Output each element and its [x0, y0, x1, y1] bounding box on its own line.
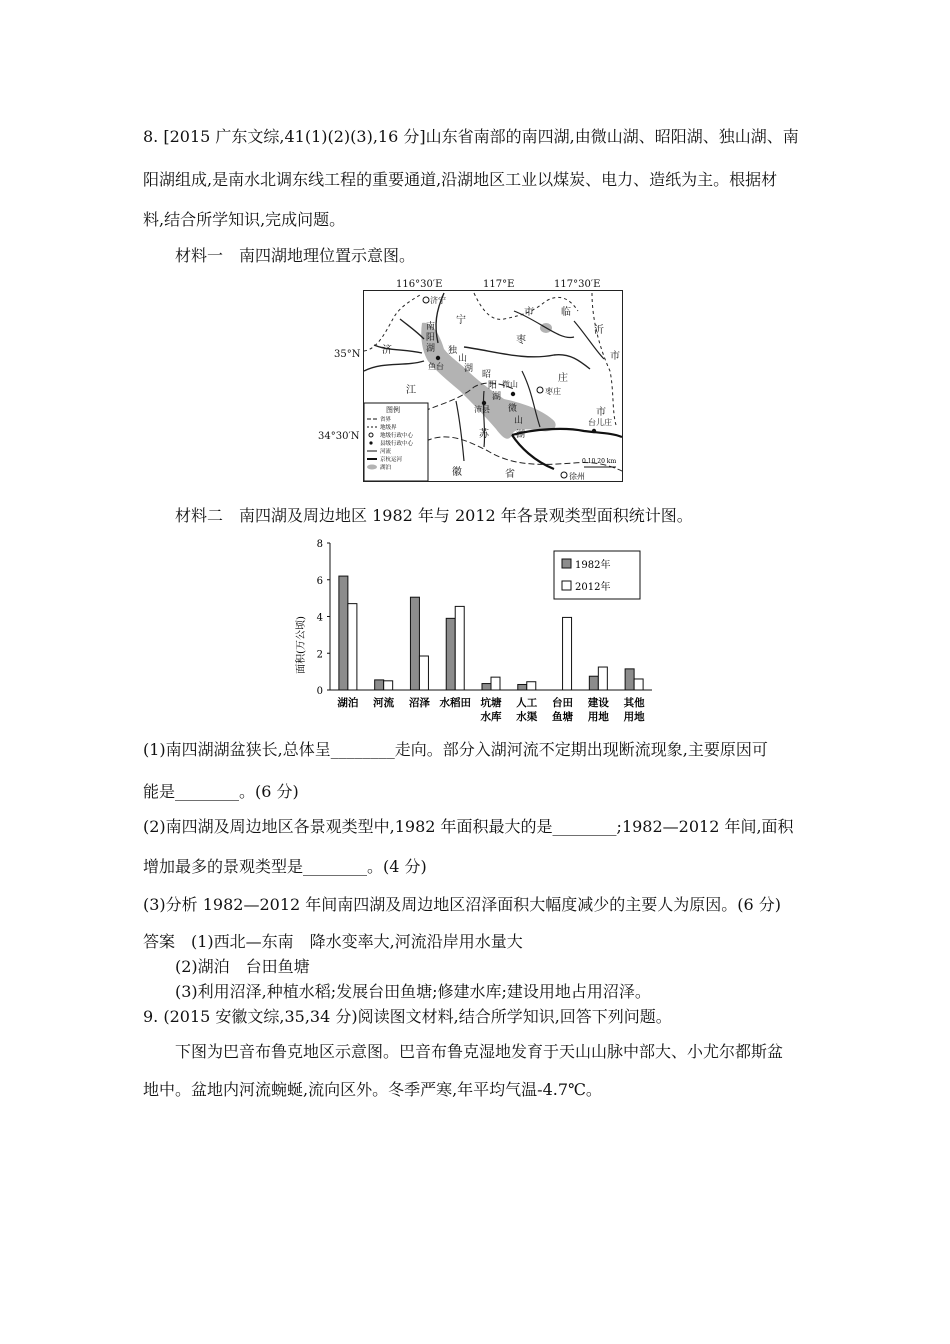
category-label: 人工: [516, 697, 538, 709]
svg-text:沛县: 沛县: [474, 405, 490, 414]
q8-sub2-line2: 增加最多的景观类型是________。(4 分): [143, 857, 427, 876]
q9-line3: 地中。盆地内河流蜿蜒,流向区外。冬季严寒,年平均气温-4.7℃。: [143, 1080, 602, 1099]
q8-sub3: (3)分析 1982—2012 年间南四湖及周边地区沼泽面积大幅度减少的主要人为原因。(6 分): [143, 895, 782, 914]
category-label: 用地: [623, 711, 645, 723]
bar-2012: [455, 606, 464, 690]
answer-line3: (3)利用沼泽,种植水稻;发展台田鱼塘;修建水库;建设用地占用沼泽。: [175, 982, 651, 1001]
y-tick-label: 2: [316, 649, 323, 661]
y-tick-label: 8: [316, 539, 323, 550]
svg-text:山: 山: [458, 354, 468, 364]
y-axis-label: 面积(万公顷): [296, 616, 307, 674]
category-label: 其他: [623, 697, 645, 709]
svg-text:枣: 枣: [516, 335, 526, 346]
weishan-marker: [511, 392, 515, 396]
bar-2012: [563, 617, 572, 690]
q8-sub2-line1: (2)南四湖及周边地区各景观类型中,1982 年面积最大的是________;1982—2012 年间,面积: [143, 817, 794, 836]
svg-text:湖: 湖: [426, 344, 436, 354]
svg-text:市: 市: [610, 351, 620, 362]
q8-sub1-line1: (1)南四湖湖盆狭长,总体呈________走向。部分入湖河流不定期出现断流现象,主要原因可: [143, 740, 768, 759]
zaozhuang-marker: [537, 387, 543, 393]
legend-swatch: [562, 581, 571, 590]
svg-text:省界: 省界: [380, 417, 392, 423]
q9-line1: 9. (2015 安徽文综,35,34 分)阅读图文材料,结合所学知识,回答下列问题。: [143, 1007, 672, 1026]
label-jining: 济宁: [430, 296, 446, 305]
bar-2012: [348, 604, 357, 690]
svg-text:市: 市: [596, 407, 606, 418]
category-label: 河流: [373, 697, 395, 709]
landscape-area-chart: [290, 535, 660, 730]
bar-1982: [482, 684, 491, 690]
svg-text:县级行政中心: 县级行政中心: [380, 441, 414, 447]
svg-text:南: 南: [426, 322, 436, 332]
bar-2012: [634, 679, 643, 690]
svg-text:地级行政中心: 地级行政中心: [380, 433, 414, 439]
q8-line3: 料,结合所学知识,完成问题。: [143, 210, 346, 229]
svg-text:宁: 宁: [456, 315, 466, 326]
answer-line1: 答案 (1)西北—东南 降水变率大,河流沿岸用水量大: [143, 932, 523, 951]
legend-label: 2012年: [575, 582, 611, 593]
svg-text:昭: 昭: [482, 370, 492, 380]
bar-2012: [384, 681, 393, 690]
map-svg: [364, 291, 622, 481]
xuzhou-marker: [561, 472, 567, 478]
q8-line2: 阳湖组成,是南水北调东线工程的重要通道,沿湖地区工业以煤炭、电力、造纸为主。根据材: [143, 170, 778, 189]
bar-2012: [491, 677, 500, 690]
svg-text:微: 微: [508, 404, 518, 414]
category-label: 沼泽: [408, 697, 430, 709]
category-label: 台田: [552, 697, 574, 709]
svg-text:鱼台: 鱼台: [428, 362, 444, 371]
chart-svg: [290, 535, 660, 730]
bar-1982: [625, 669, 634, 690]
bar-2012: [598, 667, 607, 690]
map-scale: [582, 458, 616, 467]
lon-117-30: 117°30′E: [554, 279, 601, 290]
svg-text:河流: 河流: [380, 449, 392, 455]
svg-text:徽: 徽: [452, 467, 462, 478]
y-tick-label: 0: [316, 686, 323, 697]
svg-text:京杭运河: 京杭运河: [380, 457, 403, 463]
svg-text:江: 江: [406, 385, 416, 396]
svg-text:庄: 庄: [558, 373, 568, 384]
q9-line2: 下图为巴音布鲁克地区示意图。巴音布鲁克湿地发育于天山山脉中部大、小尤尔都斯盆: [175, 1042, 784, 1061]
svg-text:湖: 湖: [516, 430, 526, 440]
category-label: 坑塘: [480, 697, 502, 709]
taierzhuang-marker: [592, 429, 596, 433]
category-label: 用地: [587, 711, 609, 723]
category-label: 建设: [587, 697, 609, 709]
nansihu-map: [363, 290, 623, 482]
lon-116-30: 116°30′E: [396, 279, 443, 290]
svg-text:0 10 20 km: 0 10 20 km: [582, 458, 617, 465]
svg-text:独: 独: [448, 346, 458, 356]
y-tick-label: 4: [316, 612, 323, 624]
svg-text:沂: 沂: [594, 325, 604, 336]
material2-caption: 材料二 南四湖及周边地区 1982 年与 2012 年各景观类型面积统计图。: [175, 506, 693, 525]
bar-1982: [589, 676, 598, 690]
svg-text:苏: 苏: [479, 429, 489, 440]
answer-line2: (2)湖泊 台田鱼塘: [175, 957, 310, 976]
category-label: 水渠: [516, 711, 538, 723]
lat-35: 35°N: [334, 349, 361, 360]
svg-text:湖泊: 湖泊: [380, 465, 392, 471]
y-tick-label: 6: [316, 575, 323, 587]
svg-text:地级界: 地级界: [380, 425, 397, 431]
svg-text:台儿庄: 台儿庄: [588, 418, 612, 427]
svg-text:湖: 湖: [464, 364, 474, 374]
svg-text:枣庄: 枣庄: [545, 387, 561, 396]
svg-text:市: 市: [524, 307, 534, 318]
category-label: 湖泊: [337, 697, 359, 709]
q8-sub1-line2: 能是________。(6 分): [143, 782, 299, 801]
category-label: 水库: [480, 711, 502, 723]
svg-text:图例: 图例: [386, 406, 400, 414]
q8-line1: 8. [2015 广东文综,41(1)(2)(3),16 分]山东省南部的南四湖,由微山湖、昭阳湖、独山湖、南: [143, 127, 799, 146]
bar-1982: [410, 597, 419, 690]
category-label: 鱼塘: [552, 711, 574, 723]
legend-label: 1982年: [575, 560, 611, 571]
svg-text:山: 山: [514, 416, 524, 426]
category-label: 水稻田: [439, 697, 471, 709]
map-legend: [364, 403, 428, 481]
legend-swatch: [562, 559, 571, 568]
svg-text:阳: 阳: [426, 333, 436, 343]
svg-text:微山: 微山: [502, 380, 518, 389]
svg-text:省: 省: [505, 469, 515, 480]
svg-text:阳: 阳: [488, 381, 498, 391]
jining-marker: [423, 297, 429, 303]
material1-caption: 材料一 南四湖地理位置示意图。: [175, 246, 416, 265]
bar-1982: [518, 684, 527, 690]
bar-1982: [375, 680, 384, 690]
lat-34-30: 34°30′N: [318, 431, 360, 442]
svg-text:徐州: 徐州: [569, 472, 585, 481]
yutai-marker: [436, 356, 440, 360]
bar-1982: [339, 576, 348, 690]
svg-text:临: 临: [561, 307, 571, 318]
bar-2012: [527, 682, 536, 690]
bar-1982: [446, 618, 455, 690]
svg-text:济: 济: [382, 345, 392, 356]
lon-117: 117°E: [483, 279, 515, 290]
svg-text:湖: 湖: [492, 392, 502, 402]
bar-2012: [419, 656, 428, 690]
